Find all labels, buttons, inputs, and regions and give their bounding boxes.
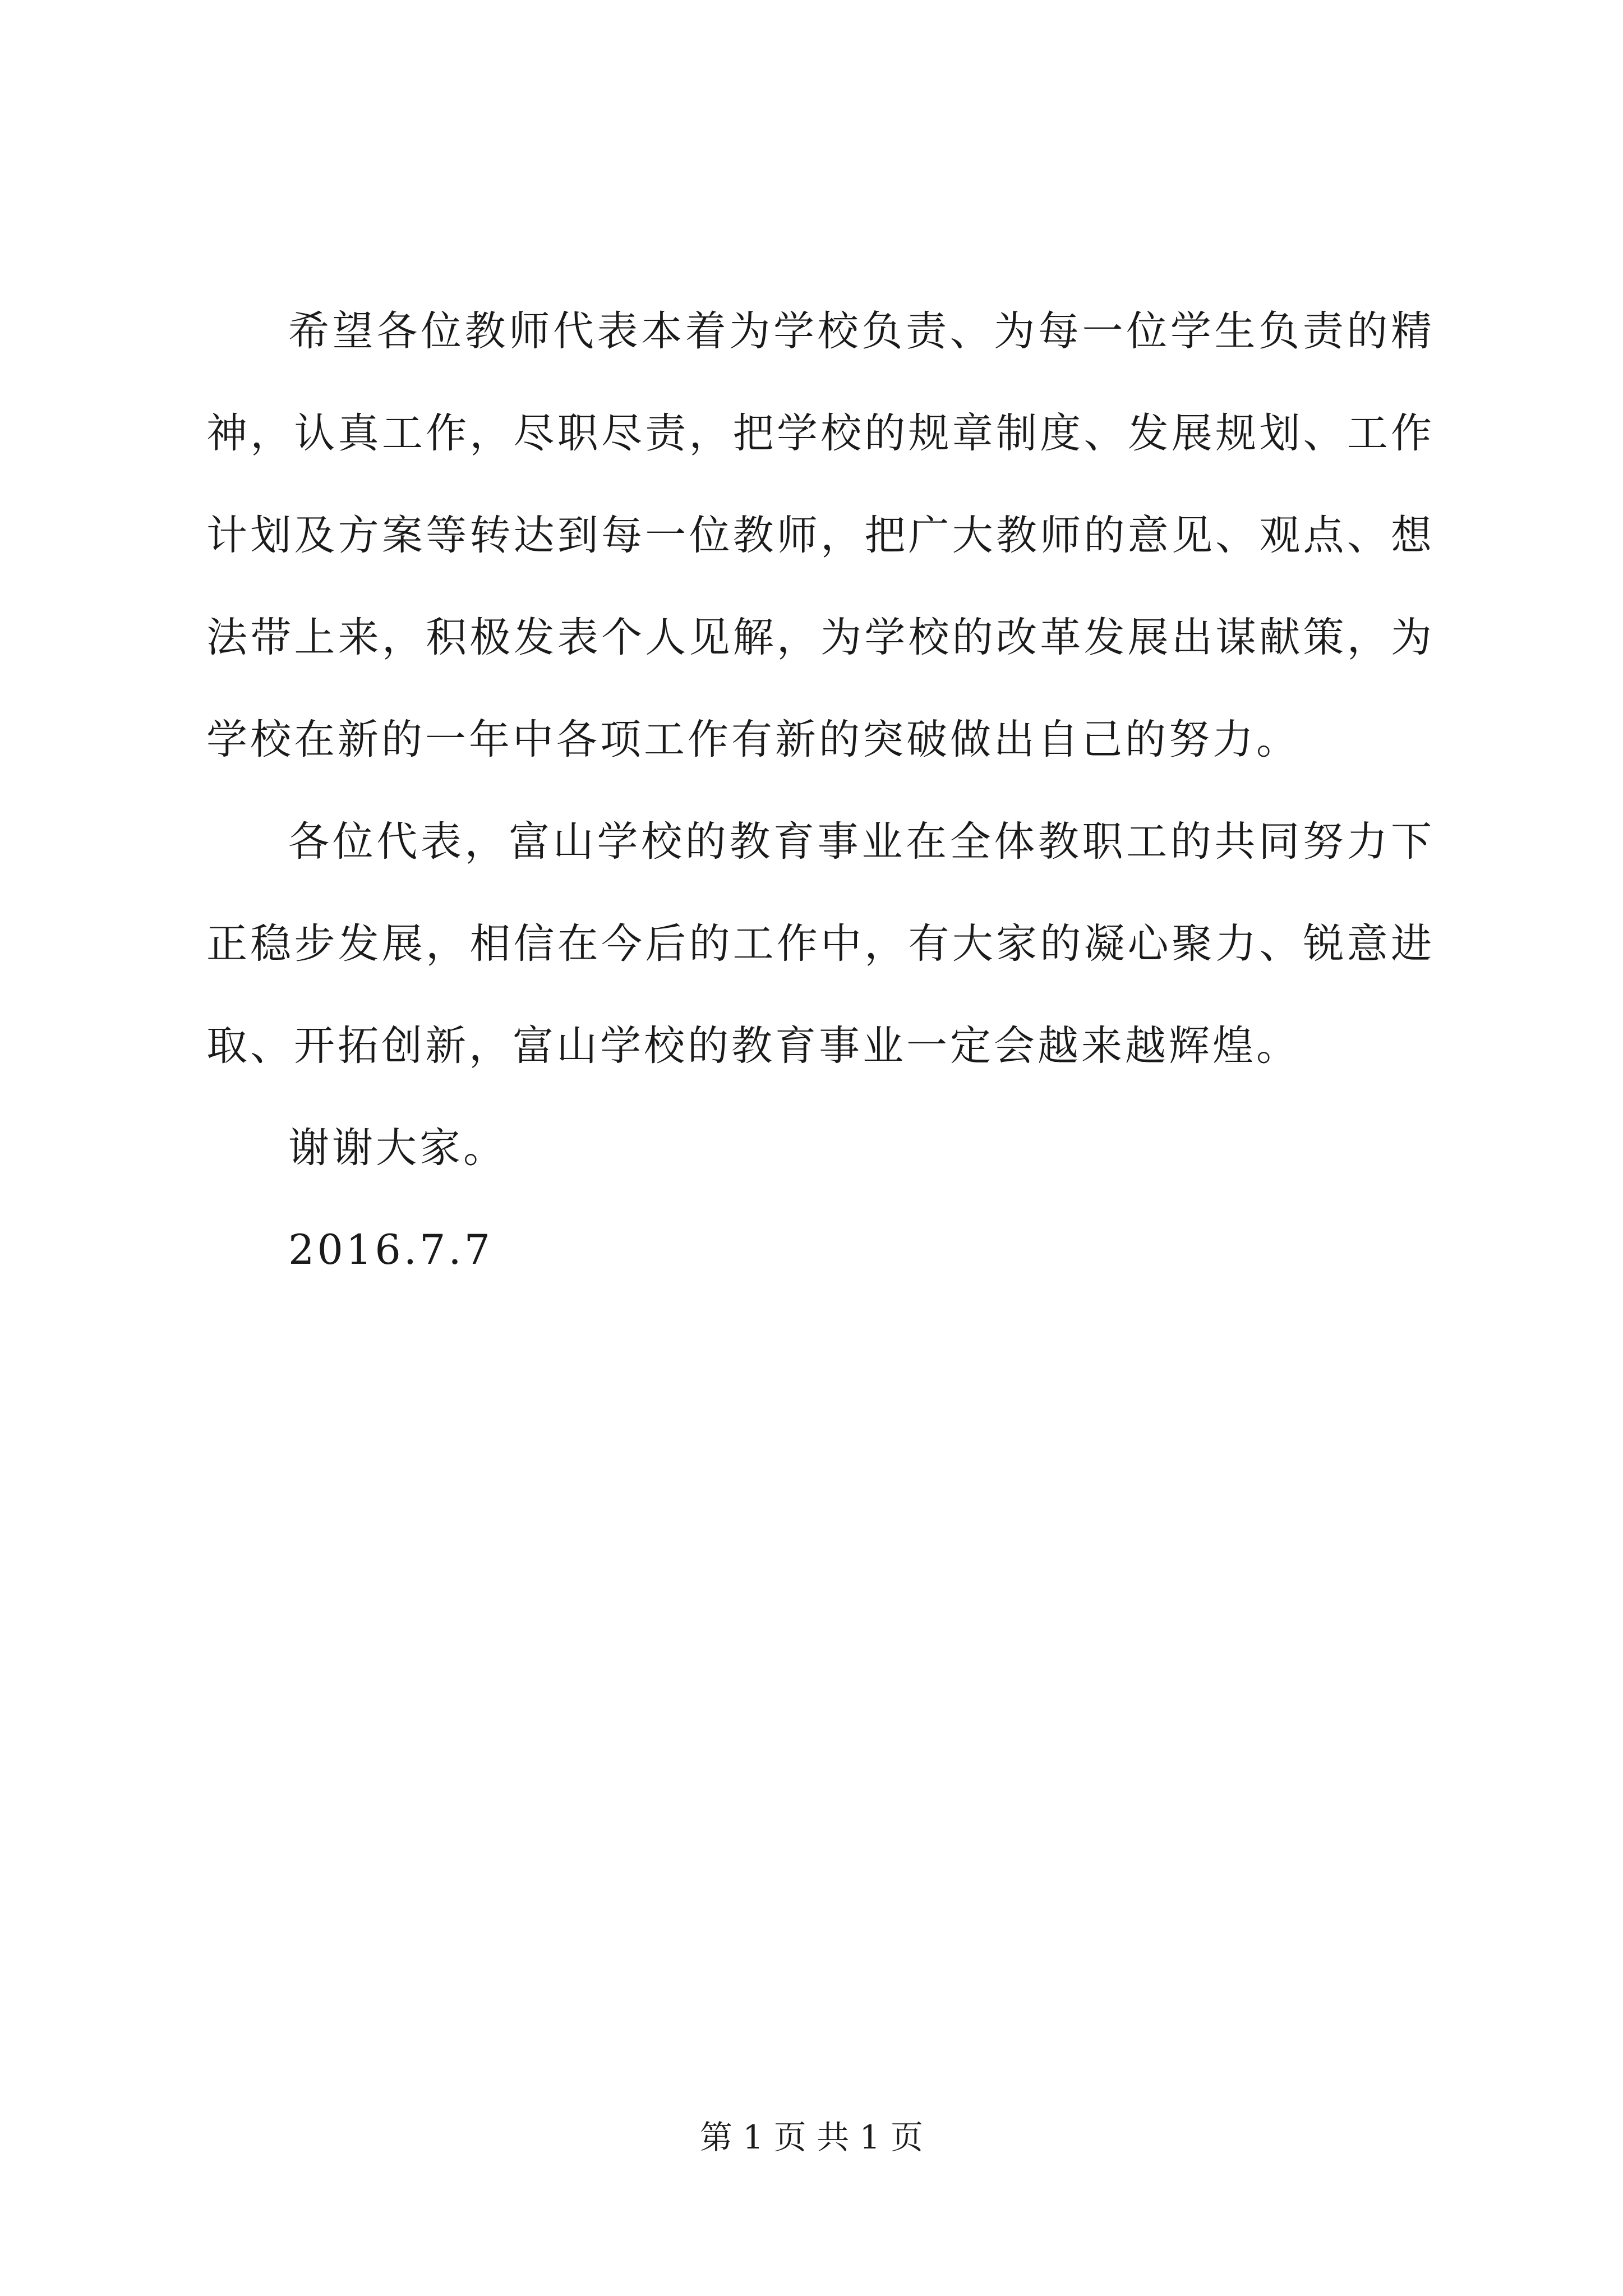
paragraph-thanks: 谢谢大家。 — [288, 1124, 507, 1172]
paragraph-teacher-representatives: 希望各位教师代表本着为学校负责、为每一位学生负责的精神，认真工作，尽职尽责，把学校的规章制度、发展规划、工作计划及方案等转达到每一位教师，把广大教师的意见、观点、想法带上来，积极发表个人见解，为学校的改革发展出谋献策，为学校在新的一年中各项工作有新的突破做出自己的努力。 — [206, 307, 1435, 763]
paragraph-school-development: 各位代表，富山学校的教育事业在全体教职工的共同努力下正稳步发展，相信在今后的工作中，有大家的凝心聚力、锐意进取、开拓创新，富山学校的教育事业一定会越来越辉煌。 — [206, 818, 1435, 1070]
paragraph-date: 2016.7.7 — [288, 1226, 494, 1274]
page-footer: 第 1 页 共 1 页 — [700, 2118, 923, 2156]
document-body — [206, 280, 1435, 1301]
